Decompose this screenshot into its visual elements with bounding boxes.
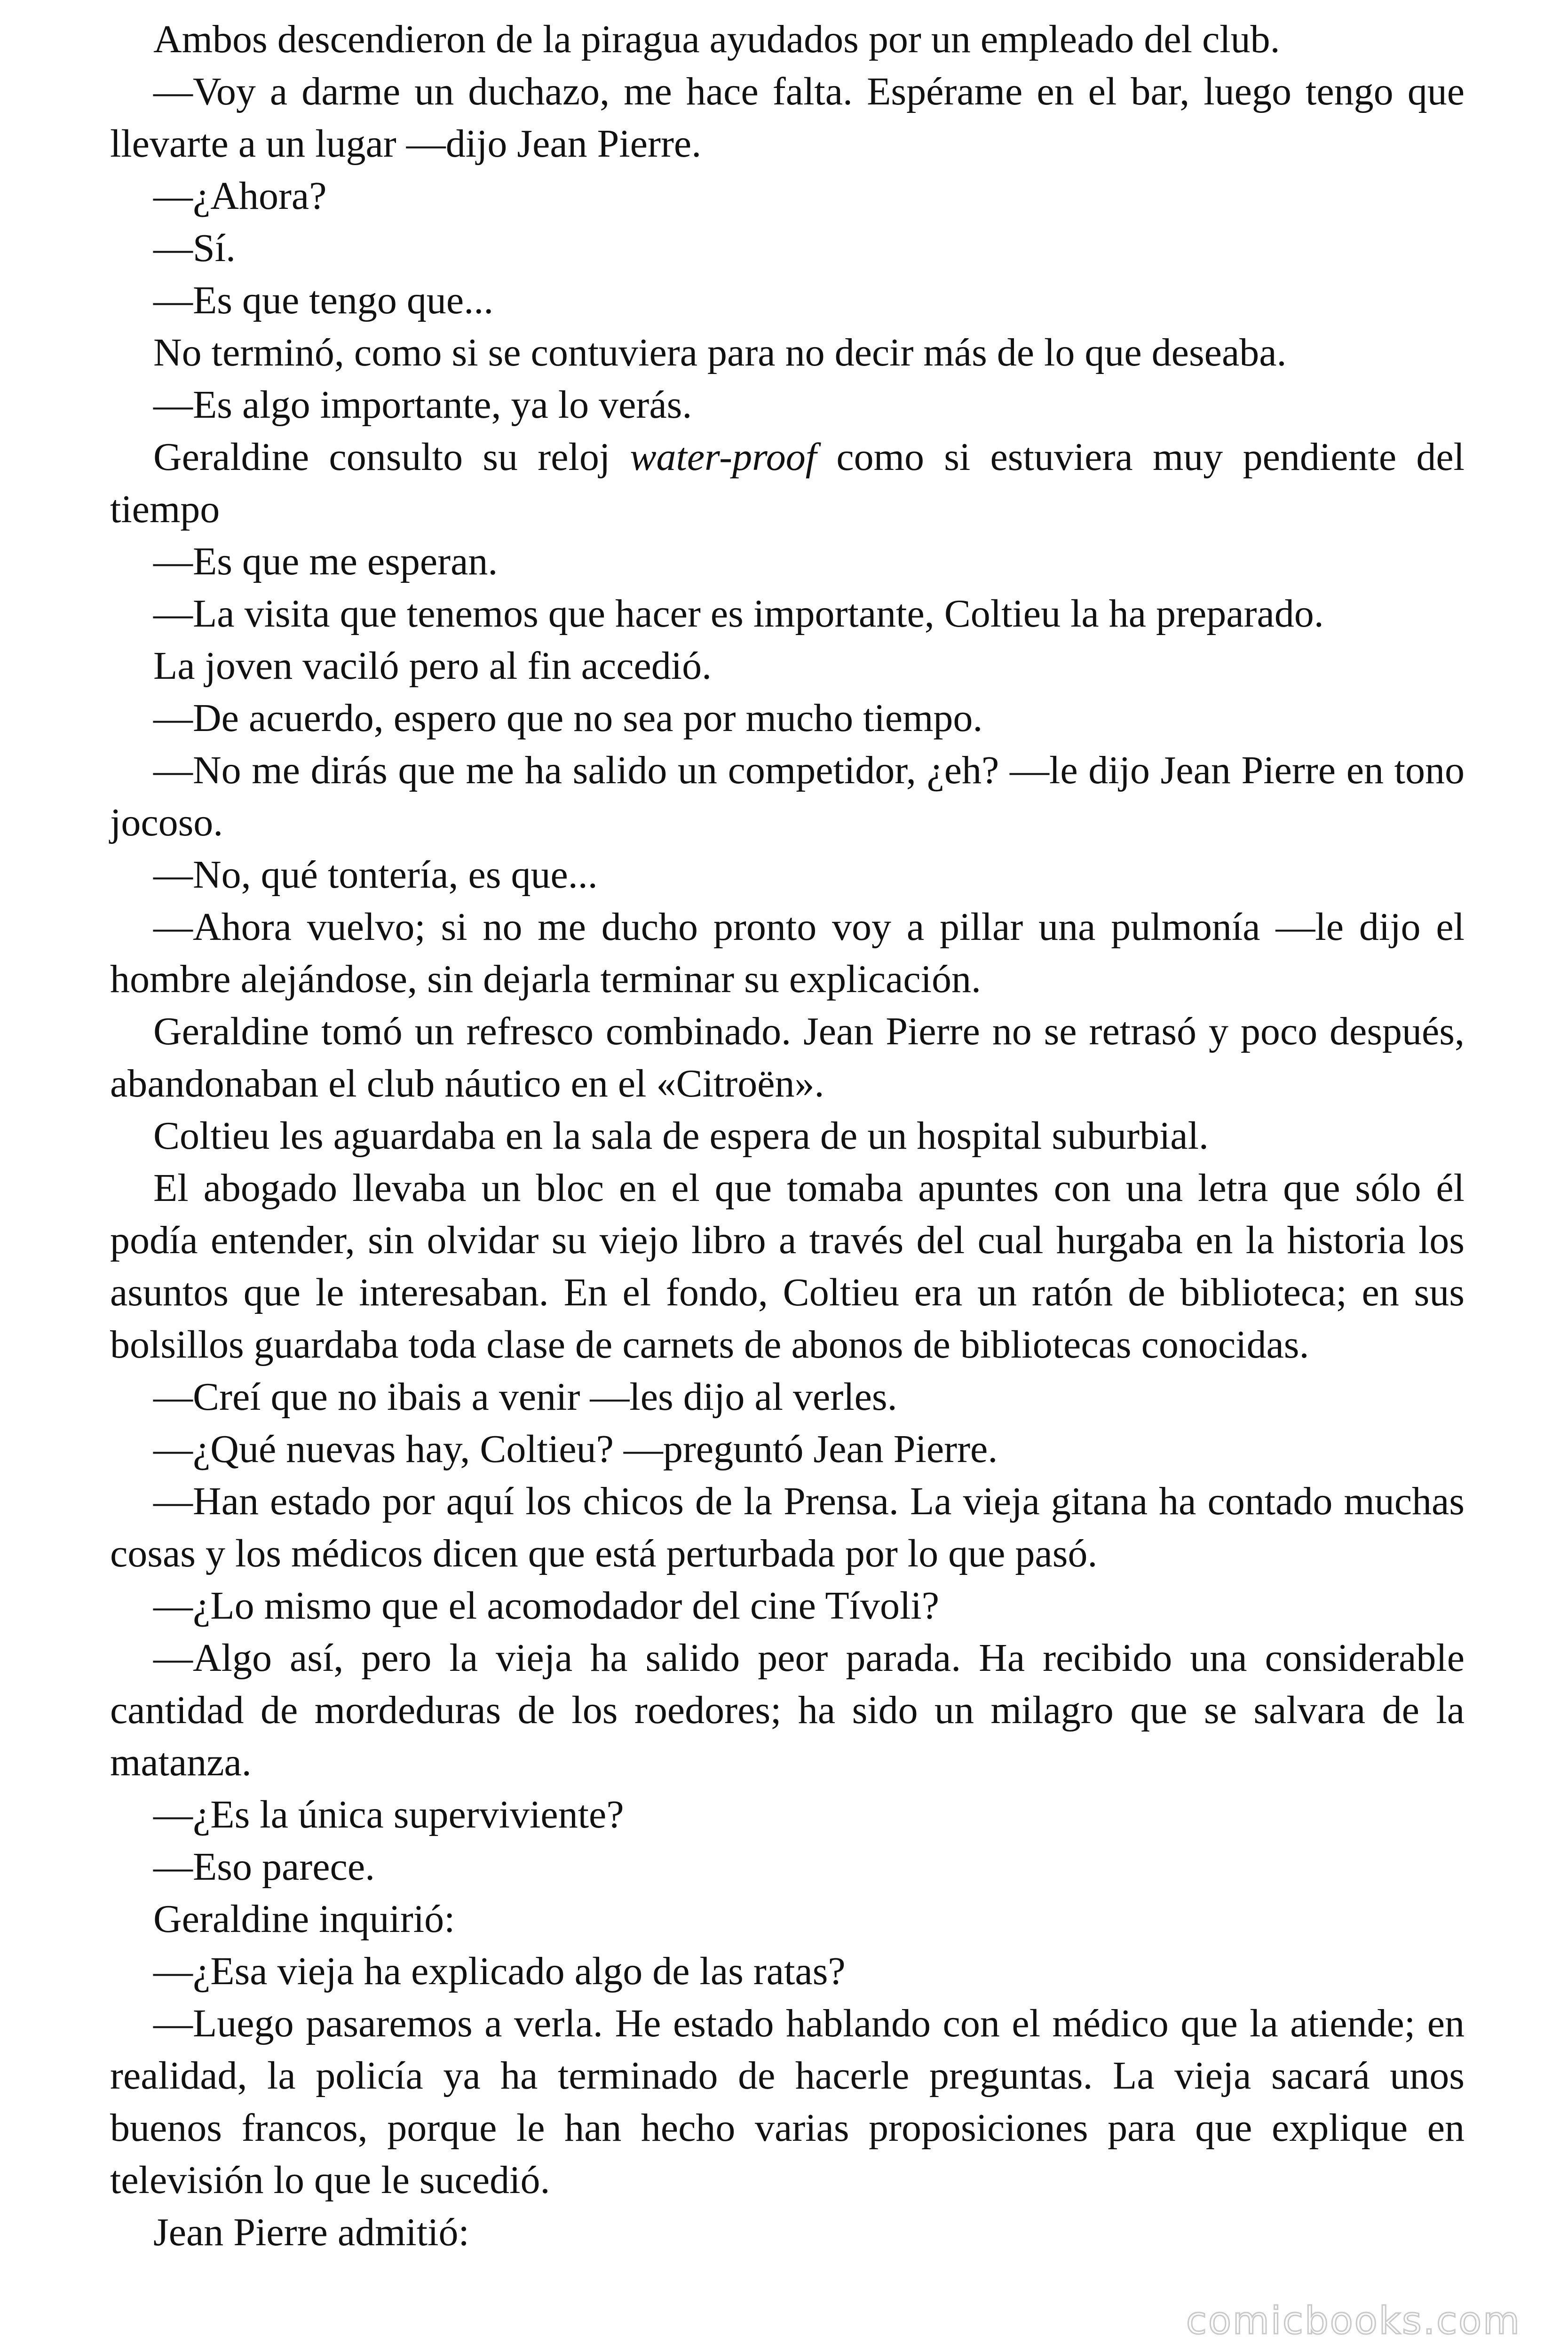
paragraph (110, 1423, 1465, 1475)
paragraph (110, 326, 1465, 379)
paragraph-text: —Es algo importante, ya lo verás. (153, 383, 692, 427)
paragraph-text: El abogado llevaba un bloc en el que tomaba apuntes con una letra que sólo él podía entender, sin olvidar su viejo libro a través del cual hurgaba en la historia los asuntos que le interesaban. En el fondo, Coltieu era un ratón de biblioteca; en sus bolsillos guardaba toda clase de carnets de abonos de bibliotecas conocidas. (110, 1166, 1474, 1367)
paragraph (110, 379, 1465, 431)
paragraph-text: —La visita que tenemos que hacer es importante, Coltieu la ha preparado. (153, 592, 1324, 636)
paragraph (110, 1162, 1474, 1371)
paragraph (110, 1788, 1465, 1841)
paragraph-text: —Sí. (153, 226, 236, 270)
paragraph (110, 901, 1474, 1005)
paragraph (110, 1110, 1465, 1162)
paragraph-text: Ambos descendieron de la piragua ayudados por un empleado del club. (153, 17, 1280, 61)
paragraph (110, 1371, 1465, 1423)
paragraph-text: —Es que me esperan. (153, 540, 498, 583)
paragraph-text: —¿Qué nuevas hay, Coltieu? —preguntó Jean Pierre. (153, 1427, 998, 1471)
paragraph-text: —Algo así, pero la vieja ha salido peor parada. Ha recibido una considerable cantidad de mordeduras de los roedores; ha sido un milagro que se salvara de la matanza. (110, 1636, 1474, 1784)
paragraph (110, 744, 1474, 849)
paragraph (110, 1997, 1474, 2206)
paragraph-text: —Es que tengo que... (153, 278, 494, 322)
paragraph-text: como si estuviera muy pendiente del tiempo (110, 435, 1474, 531)
paragraph-text: Geraldine tomó un refresco combinado. Jean Pierre no se retrasó y poco después, abandonaban el club náutico en el «Citroën». (110, 1009, 1474, 1105)
paragraph-text: —No, qué tontería, es que... (153, 853, 598, 897)
paragraph (110, 1005, 1474, 1110)
paragraph (110, 1632, 1474, 1788)
paragraph (110, 222, 1465, 274)
paragraph-text: La joven vaciló pero al fin accedió. (153, 644, 712, 688)
paragraph-text: Geraldine consulto su reloj (153, 435, 630, 479)
paragraph (110, 2206, 1465, 2258)
paragraph (110, 1945, 1465, 1997)
paragraph (110, 692, 1465, 744)
paragraph-text: Coltieu les aguardaba en la sala de espera de un hospital suburbial. (153, 1114, 1209, 1158)
paragraph-text: —¿Es la única superviviente? (153, 1793, 624, 1836)
paragraph-text: —Han estado por aquí los chicos de la Prensa. La vieja gitana ha contado muchas cosas y los médicos dicen que está perturbada por lo que pasó. (110, 1479, 1474, 1575)
paragraph (110, 1475, 1474, 1580)
paragraph-text: No terminó, como si se contuviera para no decir más de lo que deseaba. (153, 331, 1287, 374)
paragraph-text: —De acuerdo, espero que no sea por mucho tiempo. (153, 696, 983, 740)
paragraph-text: —¿Esa vieja ha explicado algo de las ratas? (153, 1949, 846, 1993)
paragraph (110, 1841, 1465, 1893)
paragraph-text: —¿Lo mismo que el acomodador del cine Tívoli? (153, 1584, 939, 1628)
paragraph (110, 640, 1465, 692)
paragraph (110, 65, 1474, 170)
paragraph (110, 274, 1465, 326)
paragraph (110, 535, 1465, 588)
paragraph (110, 588, 1465, 640)
paragraph (110, 13, 1465, 65)
watermark: comicbooks.com (1186, 2299, 1521, 2343)
paragraph (110, 1893, 1465, 1945)
book-page-text (110, 13, 1474, 2258)
paragraph (110, 849, 1465, 901)
paragraph (110, 1580, 1465, 1632)
paragraph-text: Jean Pierre admitió: (153, 2210, 469, 2254)
paragraph (110, 170, 1465, 222)
paragraph-text: —No me dirás que me ha salido un competidor, ¿eh? —le dijo Jean Pierre en tono jocoso. (110, 748, 1474, 844)
paragraph-text: —Creí que no ibais a venir —les dijo al verles. (153, 1375, 897, 1419)
paragraph-text: —Ahora vuelvo; si no me ducho pronto voy a pillar una pulmonía —le dijo el hombre alejándose, sin dejarla terminar su explicación. (110, 905, 1474, 1001)
paragraph-text: —Luego pasaremos a verla. He estado hablando con el médico que la atiende; en realidad, la policía ya ha terminado de hacerle preguntas. La vieja sacará unos buenos francos, porque le han hecho varias proposiciones para que explique en televisión lo que le sucedió. (110, 2002, 1474, 2202)
italic-text: water-proof (630, 435, 817, 479)
paragraph-text: —Voy a darme un duchazo, me hace falta. Espérame en el bar, luego tengo que llevarte a un lugar —dijo Jean Pierre. (110, 70, 1474, 166)
paragraph-text: Geraldine inquirió: (153, 1897, 455, 1941)
paragraph (110, 431, 1474, 535)
paragraph-text: —Eso parece. (153, 1845, 375, 1889)
paragraph-text: —¿Ahora? (153, 174, 327, 218)
